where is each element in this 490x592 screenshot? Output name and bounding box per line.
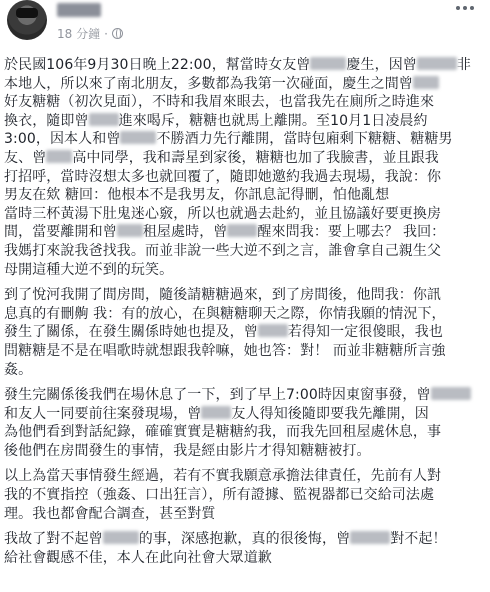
author-name[interactable] — [57, 2, 101, 18]
text-segment: 發生了關係，在發生關係時她也提及，曾 — [4, 324, 258, 341]
text-segment: 對不起！ — [390, 531, 447, 548]
post-paragraph — [4, 467, 486, 523]
post-time[interactable]: 18 分鐘 — [57, 27, 101, 41]
text-segment: 於民國106年9月30日晚上22:00，幫當時女友曾 — [4, 57, 311, 73]
text-segment: 男友在欸 糖回：他根本不是我男友，你訊息記得刪，怕他亂想 — [4, 187, 390, 204]
text-segment: 換衣，隨即曾 — [4, 112, 89, 129]
text-segment: 友人得知後隨即要我先離開，因 — [231, 405, 429, 422]
text-line — [4, 286, 486, 305]
text-segment: 給社會觀感不佳，本人在此向社會大眾道歉 — [4, 549, 272, 566]
text-segment: 高中同學，我和壽星到家後，糖糖也加了我臉書，並且跟我 — [72, 149, 439, 166]
text-line — [4, 149, 486, 168]
text-segment: 以上為當天事情發生經過，若有不實我願意承擔法律責任，先前有人對 — [4, 468, 442, 485]
text-line — [4, 530, 486, 549]
text-segment: 為他們看到對話紀錄，確確實實是糖糖約我，而我先回租屋處休息，事 — [4, 424, 442, 441]
redacted-name — [89, 113, 119, 126]
post-paragraph — [4, 386, 486, 460]
text-segment: 租屋處時，曾 — [142, 224, 228, 241]
text-segment: 的事，深感抱歉，真的很後悔，曾 — [138, 531, 351, 548]
text-line — [4, 56, 486, 75]
text-line — [4, 93, 486, 112]
text-line — [4, 205, 486, 224]
redacted-name — [258, 324, 288, 337]
post-meta — [57, 25, 123, 42]
text-segment: 姦。 — [4, 361, 33, 378]
post-body — [4, 56, 486, 574]
text-segment: 後他們在房間發生的事情，我是經由影片才得知糖糖被打。 — [4, 442, 371, 459]
globe-icon — [112, 28, 123, 39]
redacted-name — [227, 224, 257, 237]
post-paragraph — [4, 56, 486, 279]
text-segment: 間，當要離開和曾 — [4, 224, 117, 241]
text-line — [4, 361, 486, 380]
text-segment: 友、曾 — [4, 149, 47, 166]
text-line — [4, 467, 486, 486]
text-line — [4, 75, 486, 94]
redacted-name — [103, 531, 139, 544]
text-segment: 慶生，因曾 — [346, 57, 417, 73]
text-segment: 當時三杯黃湯下肚鬼迷心竅，所以也就過去赴約，並且協議好要更換房 — [4, 205, 442, 222]
more-icon[interactable] — [456, 6, 476, 16]
redacted-name — [201, 406, 231, 419]
redacted-name — [117, 224, 143, 237]
text-line — [4, 386, 486, 405]
text-line — [4, 423, 486, 442]
post-paragraph — [4, 286, 486, 379]
text-segment: 進來喝斥，糖糖也就馬上離開。至10月1日凌晨約 — [118, 112, 428, 129]
text-line — [4, 130, 486, 149]
redacted-name — [431, 387, 471, 400]
text-line — [4, 168, 486, 187]
text-segment: 發生完關係後我們在場休息了一下，到了早上7:00時因東窗事發，曾 — [4, 387, 431, 404]
text-line — [4, 442, 486, 461]
text-segment: 打招呼，當時沒想太多也就回覆了，隨即她邀約我過去現場，我說：你 — [4, 168, 442, 185]
text-line — [4, 242, 486, 261]
text-segment: 母開這種大逆不到的玩笑。 — [4, 261, 174, 278]
text-segment: 和友人一同要前往案發現場，曾 — [4, 405, 202, 422]
redacted-name — [310, 57, 346, 70]
text-line — [4, 261, 486, 280]
text-segment: 息真的有刪齁 我：有的放心，在與糖糖聊天之際，你情我願的情況下， — [4, 305, 446, 322]
text-line — [4, 549, 486, 568]
text-line — [4, 223, 486, 242]
text-segment: 本地人，所以來了南北朋友，多數都為我第一次碰面，慶生之間曾 — [4, 75, 413, 92]
text-line — [4, 405, 486, 424]
text-segment: 非 — [456, 57, 471, 73]
redacted-name — [46, 150, 72, 163]
meta-dot: · — [104, 26, 108, 41]
text-line — [4, 342, 486, 361]
post-paragraph — [4, 530, 486, 567]
text-segment: 到了悅河我開了間房間，隨後請糖糖過來，到了房間後，他問我：你訊 — [4, 287, 442, 304]
text-segment: 問糖糖是不是在唱歌時就想跟我幹嘛，她也答：對！ 而並非糖糖所言強 — [4, 342, 446, 359]
text-segment: 理。我也都會配合調查，甚至對質 — [4, 505, 216, 522]
redacted-name — [350, 531, 390, 544]
text-line — [4, 112, 486, 131]
text-segment: 不勝酒力先行離開，當時包廂剩下糖糖、糖糖男 — [156, 131, 453, 148]
avatar[interactable] — [7, 0, 47, 40]
text-segment: 醒來問我：要上哪去？ 我回： — [257, 224, 446, 241]
text-line — [4, 323, 486, 342]
text-segment: 若得知一定很傻眼，我也 — [287, 324, 443, 341]
text-line — [4, 186, 486, 205]
text-segment: 我故了對不起曾 — [4, 531, 103, 548]
text-segment: 好友糖糖（初次見面），不時和我眉來眼去，也當我先在廁所之時進來 — [4, 94, 435, 111]
text-line — [4, 486, 486, 505]
text-segment: 我媽打來說我爸找我。而並非說一些大逆不到之言，誰會拿自己親生父 — [4, 242, 442, 259]
text-segment: 3:00，因本人和曾 — [4, 131, 121, 148]
redacted-name — [417, 57, 457, 70]
redacted-name — [120, 131, 156, 144]
redacted-name — [413, 76, 439, 89]
post-header — [0, 0, 490, 48]
text-segment: 我的不實指控（強姦、口出狂言），所有證據、監視器都已交給司法處 — [4, 487, 435, 504]
text-line — [4, 505, 486, 524]
text-line — [4, 305, 486, 324]
